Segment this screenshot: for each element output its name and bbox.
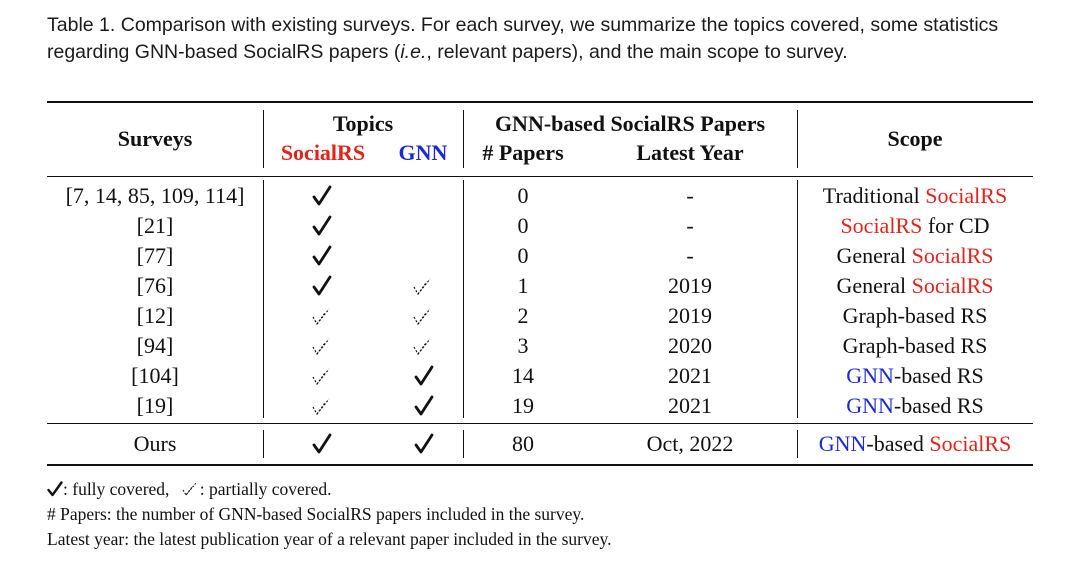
- table-top-rule: [47, 101, 1033, 103]
- latest-year: -: [686, 213, 694, 238]
- note-papers: # Papers: the number of GNN-based SocialRS papers included in the survey.: [47, 504, 585, 524]
- full-check-icon: [414, 433, 434, 460]
- header-scope: Scope: [887, 126, 943, 151]
- scope-cell: [797, 392, 1033, 420]
- scope-part: SocialRS: [929, 431, 1012, 456]
- table-header-rule: [47, 176, 1033, 177]
- partial-check-icon: [410, 335, 434, 362]
- papers-count: 1: [517, 273, 529, 298]
- latest-year: -: [686, 243, 694, 268]
- latest-year: 2021: [668, 363, 712, 388]
- papers-count: 19: [512, 393, 534, 418]
- scope-part: SocialRS: [925, 183, 1008, 208]
- full-check-icon: [414, 395, 434, 422]
- survey-ref: Ours: [133, 431, 177, 456]
- col-divider: [263, 180, 264, 418]
- table-bottom-rule: [47, 464, 1033, 466]
- caption-text-b-pre: regarding GNN-based SocialRS papers (: [47, 41, 401, 63]
- scope-part: Graph-based RS: [842, 333, 988, 358]
- header-surveys: Surveys: [117, 126, 193, 151]
- scope-part: SocialRS: [911, 273, 994, 298]
- scope-cell: [797, 242, 1033, 270]
- latest-year: -: [686, 183, 694, 208]
- scope-cell: [797, 272, 1033, 300]
- latest-year: 2021: [668, 393, 712, 418]
- survey-ref: [77]: [136, 243, 174, 268]
- papers-count: 80: [512, 431, 534, 456]
- scope-part: SocialRS: [911, 243, 994, 268]
- caption-line-2: [47, 39, 1047, 66]
- partial-check-icon: [309, 335, 333, 362]
- caption-label: Table 1.: [47, 14, 116, 36]
- full-check-icon: [312, 433, 332, 460]
- survey-ref: [104]: [131, 363, 179, 388]
- papers-count: 14: [512, 363, 534, 388]
- scope-part: Traditional: [822, 183, 926, 208]
- latest-year: 2019: [668, 303, 712, 328]
- note-legend: [47, 477, 1047, 502]
- full-check-icon: [312, 245, 332, 272]
- caption-text-b-em: i.e.: [400, 41, 427, 63]
- scope-cell: [797, 182, 1033, 210]
- partial-check-icon: [309, 395, 333, 422]
- survey-ref: [19]: [136, 393, 174, 418]
- partial-check-icon: [309, 305, 333, 332]
- header-papers-group: GNN-based SocialRS Papers: [494, 111, 766, 136]
- scope-part: GNN: [846, 393, 894, 418]
- survey-ref: [94]: [136, 333, 174, 358]
- scope-cell: [797, 212, 1033, 240]
- scope-part: GNN: [846, 363, 894, 388]
- table-notes: [47, 477, 1047, 552]
- table-ours-rule: [47, 423, 1033, 424]
- scope-part: -based RS: [893, 363, 984, 388]
- scope-cell: [797, 430, 1033, 458]
- col-divider: [263, 430, 264, 458]
- table-caption: [47, 12, 1047, 66]
- scope-part: -based RS: [893, 393, 984, 418]
- partial-check-icon: [180, 481, 200, 497]
- partial-check-icon: [410, 275, 434, 302]
- partial-check-icon: [410, 305, 434, 332]
- latest-year: Oct, 2022: [646, 431, 734, 456]
- latest-year: 2019: [668, 273, 712, 298]
- full-check-icon: [312, 275, 332, 302]
- caption-line-1: [47, 12, 1047, 39]
- scope-part: General: [836, 243, 912, 268]
- scope-part: for CD: [922, 213, 990, 238]
- note-partially: : partially covered.: [199, 479, 332, 499]
- papers-count: 0: [517, 213, 529, 238]
- full-check-icon: [312, 185, 332, 212]
- scope-cell: [797, 362, 1033, 390]
- survey-ref: [12]: [136, 303, 174, 328]
- latest-year: 2020: [668, 333, 712, 358]
- survey-ref: [21]: [136, 213, 174, 238]
- header-topic-gnn: GNN: [398, 140, 448, 165]
- papers-count: 0: [517, 183, 529, 208]
- full-check-icon: [414, 365, 434, 392]
- header-num-papers: # Papers: [482, 140, 564, 165]
- scope-part: GNN: [818, 431, 867, 456]
- papers-count: 2: [517, 303, 529, 328]
- scope-part: Graph-based RS: [842, 303, 988, 328]
- papers-count: 0: [517, 243, 529, 268]
- header-topic-socialrs: SocialRS: [280, 140, 366, 165]
- header-latest-year: Latest Year: [636, 140, 744, 165]
- scope-cell: [797, 302, 1033, 330]
- scope-part: SocialRS: [840, 213, 923, 238]
- note-fully: : fully covered,: [63, 479, 170, 499]
- header-topics: Topics: [332, 111, 394, 136]
- full-check-icon: [312, 215, 332, 242]
- full-check-icon: [47, 481, 63, 497]
- partial-check-icon: [309, 365, 333, 392]
- survey-ref: [76]: [136, 273, 174, 298]
- caption-text-b-post: , relevant papers), and the main scope to survey.: [426, 41, 848, 63]
- survey-ref: [7, 14, 85, 109, 114]: [65, 183, 245, 208]
- scope-part: -based: [866, 431, 930, 456]
- scope-part: General: [836, 273, 912, 298]
- caption-text-a: Comparison with existing surveys. For each survey, we summarize the topics covered, some statistics: [120, 14, 999, 36]
- scope-cell: [797, 332, 1033, 360]
- papers-count: 3: [517, 333, 529, 358]
- note-year: Latest year: the latest publication year of a relevant paper included in the survey.: [47, 529, 612, 549]
